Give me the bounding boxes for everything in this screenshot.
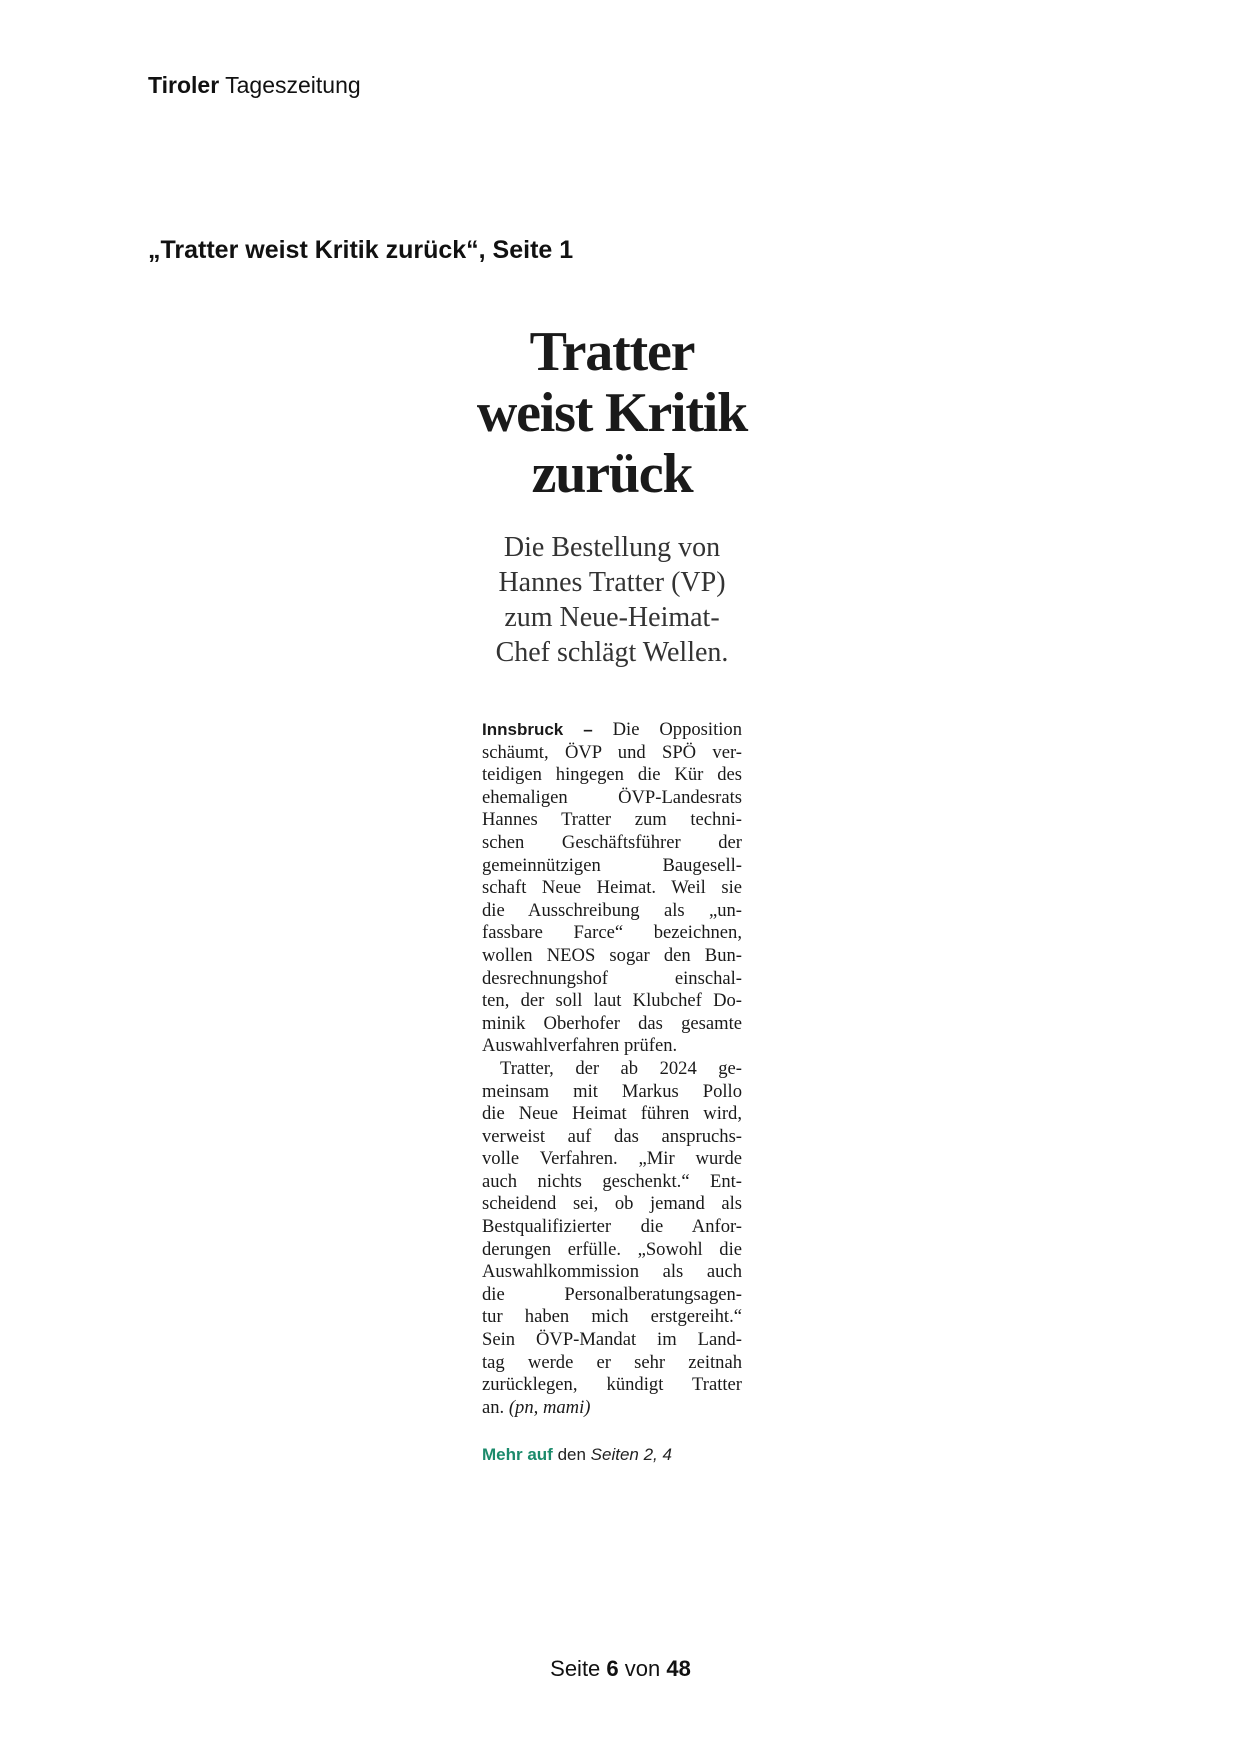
subhead-line: Die Bestellung von <box>503 532 721 563</box>
body-line: gemeinnützigen Baugesell- <box>482 854 742 876</box>
headline-line: Tratter <box>529 321 695 383</box>
body-line: minik Oberhofer das gesamte <box>482 1012 742 1034</box>
page-counter <box>0 1656 1241 1682</box>
page-counter-prefix: Seite <box>550 1656 607 1681</box>
body-line <box>482 1397 742 1420</box>
body-line: scheidend sei, ob jemand als <box>482 1193 742 1215</box>
clip-title: „Tratter weist Kritik zurück“, Seite 1 <box>148 236 574 264</box>
body-line: die Ausschreibung als „un- <box>482 899 742 921</box>
body-line <box>482 719 742 742</box>
body-line-text: an. <box>482 1396 509 1418</box>
body-line: derungen erfülle. „Sowohl die <box>482 1238 742 1260</box>
body-line: verweist auf das anspruchs- <box>482 1125 742 1147</box>
publication-name-rest: Tageszeitung <box>225 72 361 98</box>
body-line: tag werde er sehr zeitnah <box>482 1351 742 1373</box>
article-dateline: Innsbruck – <box>482 720 593 739</box>
body-line: Auswahlverfahren prüfen. <box>482 1035 678 1057</box>
body-line: tur haben mich erstgereiht.“ <box>482 1306 742 1328</box>
subhead-line: zum Neue-Heimat- <box>504 602 720 633</box>
headline-line: weist Kritik <box>476 382 748 444</box>
body-line: ehemaligen ÖVP-Landesrats <box>482 786 742 808</box>
body-line: teidigen hingegen die Kür des <box>482 764 742 786</box>
body-line: auch nichts geschenkt.“ Ent- <box>482 1170 742 1192</box>
headline-line: zurück <box>531 443 693 505</box>
body-line: ten, der soll laut Klubchef Do- <box>482 990 742 1012</box>
more-pages-label: Seiten 2, 4 <box>590 1445 672 1465</box>
author-credit: (pn, mami) <box>508 1396 591 1418</box>
more-connector: den <box>552 1445 591 1465</box>
body-line-text: Die Opposition <box>592 719 742 740</box>
page-total: 48 <box>666 1656 691 1681</box>
body-line: schäumt, ÖVP und SPÖ ver- <box>482 741 742 763</box>
body-line: Hannes Tratter zum techni- <box>482 809 742 831</box>
article-subhead <box>462 530 762 670</box>
more-pages-reference <box>482 1445 742 1465</box>
article-headline <box>462 322 762 505</box>
body-line: die Neue Heimat führen wird, <box>482 1103 742 1125</box>
body-line: desrechnungshof einschal- <box>482 967 742 989</box>
article-clipping <box>476 321 748 1465</box>
page-counter-middle: von <box>618 1656 667 1681</box>
article-body <box>482 719 742 1419</box>
page-current: 6 <box>606 1656 619 1681</box>
subhead-line: Hannes Tratter (VP) <box>498 567 726 598</box>
body-line: wollen NEOS sogar den Bun- <box>482 944 742 966</box>
body-line: schen Geschäftsführer der <box>482 831 742 853</box>
body-line: Sein ÖVP-Mandat im Land- <box>482 1329 742 1351</box>
body-line: fassbare Farce“ bezeichnen, <box>482 922 742 944</box>
body-line: schaft Neue Heimat. Weil sie <box>482 877 742 899</box>
body-line: meinsam mit Markus Pollo <box>482 1080 742 1102</box>
publication-name <box>148 72 361 99</box>
body-line: die Personalberatungsagen- <box>482 1283 742 1305</box>
body-line: volle Verfahren. „Mir wurde <box>482 1148 742 1170</box>
body-line: Tratter, der ab 2024 ge- <box>500 1057 742 1079</box>
body-line: zurücklegen, kündigt Tratter <box>482 1374 742 1396</box>
publication-name-bold: Tiroler <box>148 72 220 98</box>
subhead-line: Chef schlägt Wellen. <box>495 637 729 668</box>
body-line: Bestqualifizierter die Anfor- <box>482 1216 742 1238</box>
more-accent-label: Mehr auf <box>482 1445 553 1465</box>
body-line: Auswahlkommission als auch <box>482 1261 742 1283</box>
